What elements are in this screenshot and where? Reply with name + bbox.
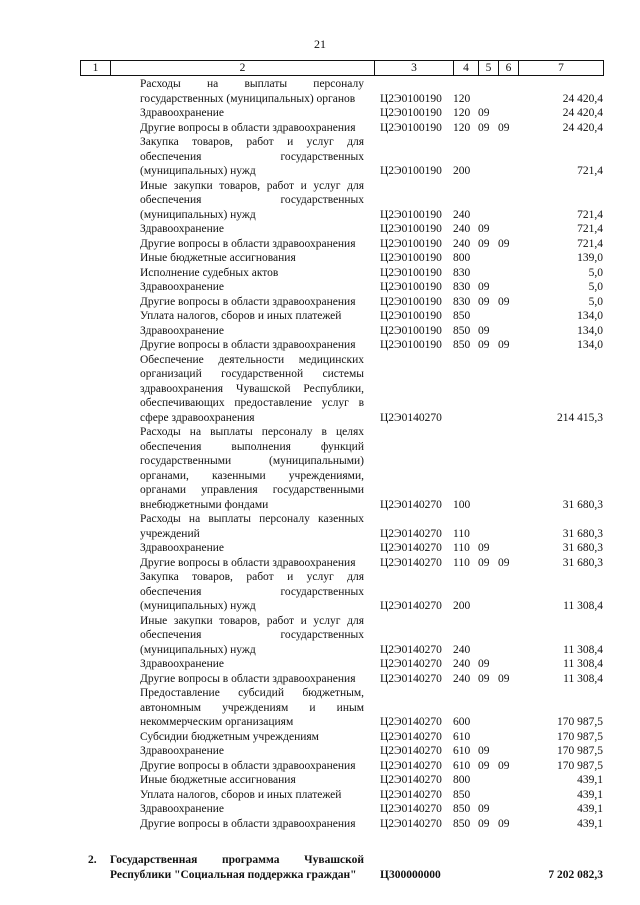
- row-name: Другие вопросы в области здравоохранения: [140, 295, 356, 308]
- row-name: Субсидии бюджетным учреждениям: [140, 730, 319, 743]
- row-col6: 09: [498, 121, 510, 134]
- header-col-4: 4: [454, 61, 479, 76]
- row-name: Здравоохранение: [140, 107, 225, 119]
- row-index-cell: [80, 759, 110, 774]
- row-col6: 09: [498, 556, 510, 569]
- budget-table: [80, 77, 603, 882]
- row-name: Закупка товаров, работ и услуг для обеспечения государственных (муниципальных) нужд: [140, 571, 364, 612]
- row-name: Здравоохранение: [140, 658, 225, 670]
- table-row: [80, 266, 603, 281]
- header-col-5: 5: [479, 61, 499, 76]
- row-col4: 610: [453, 745, 471, 757]
- row-name: Расходы на выплаты персоналу в целях обеспечения выполнения функций государственными (муниципальными) органами, казенными учреждениями, органами управления государственными внебюджетными фондами: [140, 426, 364, 511]
- row-index-cell: [80, 106, 110, 121]
- table-row: [80, 353, 603, 426]
- row-col6: [498, 657, 518, 672]
- row-name: Другие вопросы в области здравоохранения: [140, 237, 356, 250]
- row-code: Ц2Э0100190: [380, 310, 442, 322]
- table-row: [80, 773, 603, 788]
- table-row: [80, 106, 603, 121]
- row-code: Ц2Э0140270: [380, 745, 442, 757]
- row-col6: [498, 222, 518, 237]
- row-index-cell: [80, 77, 110, 106]
- row-amount: 11 308,4: [563, 643, 603, 656]
- row-name: Иные закупки товаров, работ и услуг для обеспечения государственных (муниципальных) нужд: [140, 179, 364, 221]
- row-amount: 170 987,5: [557, 759, 603, 772]
- row-col6: [498, 773, 518, 788]
- row-code: Ц2Э0100190: [380, 208, 442, 221]
- row-code: Ц2Э0100190: [380, 295, 442, 308]
- row-index-cell: [80, 222, 110, 237]
- row-col5: [478, 730, 498, 745]
- table-row: [80, 802, 603, 817]
- row-name: Здравоохранение: [140, 745, 225, 757]
- row-col5: [478, 251, 498, 266]
- row-col5: 09: [478, 556, 490, 569]
- row-col5: [478, 135, 498, 179]
- row-name: Другие вопросы в области здравоохранения: [140, 672, 356, 685]
- row-index-cell: [80, 512, 110, 541]
- row-amount: 5,0: [588, 281, 603, 293]
- row-index-cell: [80, 556, 110, 571]
- row-code: Ц2Э0140270: [380, 788, 442, 801]
- row-name: Другие вопросы в области здравоохранения: [140, 121, 356, 134]
- row-amount: 134,0: [577, 339, 603, 351]
- row-col5: 09: [478, 745, 490, 757]
- row-col6: [498, 251, 518, 266]
- table-row: [80, 730, 603, 745]
- column-header-row: [80, 60, 604, 76]
- table-row: [80, 744, 603, 759]
- row-col4: 600: [453, 716, 471, 728]
- row-col6: [498, 802, 518, 817]
- row-col4: 200: [453, 165, 471, 177]
- row-index-cell: [80, 338, 110, 353]
- row-col6: [498, 324, 518, 339]
- row-code: Ц2Э0100190: [380, 339, 442, 351]
- row-index-cell: [80, 686, 110, 730]
- row-col5: [478, 77, 498, 106]
- row-col6: 09: [498, 237, 510, 250]
- row-col4: 610: [453, 759, 471, 772]
- row-col6: [498, 541, 518, 556]
- table-row: [80, 788, 603, 803]
- row-amount: 11 308,4: [563, 672, 603, 685]
- row-col6: [498, 353, 518, 426]
- row-col4: 830: [453, 281, 471, 293]
- row-col4: 830: [453, 266, 471, 279]
- table-row: [80, 121, 603, 136]
- row-amount: 170 987,5: [557, 745, 603, 757]
- row-col6: [498, 266, 518, 281]
- row-code: Ц2Э0140270: [380, 527, 442, 540]
- row-amount: 721,4: [577, 208, 603, 221]
- row-name: Иные бюджетные ассигнования: [140, 252, 296, 264]
- row-amount: 214 415,3: [557, 411, 603, 424]
- row-name: Уплата налогов, сборов и иных платежей: [140, 788, 342, 801]
- row-amount: 439,1: [577, 803, 603, 815]
- row-amount: 721,4: [577, 237, 603, 250]
- table-row: [80, 324, 603, 339]
- table-row: [80, 512, 603, 541]
- row-code: Ц2Э0140270: [380, 774, 442, 786]
- row-amount: 11 308,4: [563, 658, 603, 670]
- table-row: [80, 280, 603, 295]
- row-col5: [478, 425, 498, 512]
- program-name: Государственная программа Чувашской Республики "Социальная поддержка граждан": [110, 854, 364, 881]
- row-name: Здравоохранение: [140, 324, 225, 337]
- row-name: Другие вопросы в области здравоохранения: [140, 556, 356, 569]
- row-col4: 850: [453, 817, 471, 830]
- row-index-cell: [80, 237, 110, 252]
- row-name: Здравоохранение: [140, 542, 225, 554]
- row-index-cell: [80, 324, 110, 339]
- header-col-6: 6: [499, 61, 519, 76]
- row-col6: [498, 179, 518, 223]
- row-name: Другие вопросы в области здравоохранения: [140, 759, 356, 772]
- row-col4: 100: [453, 498, 471, 511]
- row-col5: 09: [478, 817, 490, 830]
- program-code: Ц300000000: [380, 868, 441, 881]
- row-code: Ц2Э0100190: [380, 266, 442, 279]
- header-col-2: 2: [111, 61, 375, 76]
- row-col4: 110: [453, 556, 470, 569]
- table-row: [80, 570, 603, 614]
- row-col6: [498, 614, 518, 658]
- row-col4: 850: [453, 324, 471, 337]
- row-name: Иные закупки товаров, работ и услуг для обеспечения государственных (муниципальных) нужд: [140, 614, 364, 656]
- table-row: [80, 672, 603, 687]
- row-index-cell: [80, 251, 110, 266]
- row-col4: 240: [453, 672, 471, 685]
- row-col4: 120: [453, 107, 471, 119]
- row-amount: 170 987,5: [557, 716, 603, 728]
- header-col-3: 3: [375, 61, 454, 76]
- row-col5: 09: [478, 121, 490, 134]
- row-amount: 5,0: [588, 266, 603, 279]
- row-code: Ц2Э0100190: [380, 107, 442, 119]
- row-col4: 240: [453, 223, 471, 235]
- row-col6: 09: [498, 339, 510, 351]
- row-name: Другие вопросы в области здравоохранения: [140, 339, 356, 351]
- row-code: Ц2Э0140270: [380, 672, 442, 685]
- table-row: [80, 179, 603, 223]
- table-row: [80, 222, 603, 237]
- row-code: Ц2Э0100190: [380, 121, 442, 134]
- row-amount: 24 420,4: [562, 92, 603, 105]
- program-amount: 7 202 082,3: [548, 868, 603, 881]
- row-col4: 240: [453, 643, 471, 656]
- row-code: Ц2Э0100190: [380, 281, 442, 293]
- row-amount: 24 420,4: [562, 121, 603, 134]
- row-code: Ц2Э0100190: [380, 324, 442, 337]
- row-index-cell: [80, 541, 110, 556]
- row-index-cell: [80, 309, 110, 324]
- row-col6: [498, 730, 518, 745]
- row-col5: 09: [478, 339, 490, 351]
- row-code: Ц2Э0100190: [380, 92, 442, 105]
- row-index-cell: [80, 295, 110, 310]
- row-col4: 800: [453, 252, 471, 264]
- table-row: [80, 251, 603, 266]
- row-amount: 31 680,3: [562, 556, 603, 569]
- row-col5: 09: [478, 542, 490, 554]
- table-row: [80, 541, 603, 556]
- row-col4: 110: [453, 542, 470, 554]
- row-col6: [498, 106, 518, 121]
- row-code: Ц2Э0140270: [380, 556, 442, 569]
- row-col4: 110: [453, 527, 470, 540]
- row-col5: 09: [478, 672, 490, 685]
- row-index-cell: [80, 280, 110, 295]
- row-col4: 240: [453, 237, 471, 250]
- header-col-7: 7: [519, 61, 604, 76]
- table-row: [80, 817, 603, 832]
- row-amount: 31 680,3: [562, 498, 603, 511]
- row-col5: [478, 512, 498, 541]
- row-col5: 09: [478, 281, 490, 293]
- row-amount: 31 680,3: [562, 542, 603, 554]
- row-amount: 721,4: [577, 223, 603, 235]
- row-amount: 439,1: [577, 817, 603, 830]
- row-amount: 170 987,5: [557, 730, 603, 743]
- row-col5: [478, 773, 498, 788]
- table-row: [80, 556, 603, 571]
- row-col5: [478, 614, 498, 658]
- row-index-cell: [80, 179, 110, 223]
- row-name: Обеспечение деятельности медицинских организаций государственной системы здравоохранения Чувашской Республики, обеспечивающих предоставление услуг в сфере здравоохранения: [140, 353, 364, 424]
- row-code: Ц2Э0140270: [380, 411, 442, 424]
- table-row: [80, 135, 603, 179]
- row-col5: 09: [478, 324, 490, 337]
- program-index: 2.: [88, 854, 97, 866]
- row-amount: 11 308,4: [563, 600, 603, 612]
- program-row: [80, 853, 603, 882]
- row-index-cell: [80, 266, 110, 281]
- row-col4: 830: [453, 295, 471, 308]
- table-row: [80, 686, 603, 730]
- row-code: Ц2Э0100190: [380, 237, 442, 250]
- table-row: [80, 237, 603, 252]
- row-amount: 439,1: [577, 774, 603, 786]
- row-name: Исполнение судебных актов: [140, 266, 279, 279]
- row-index-cell: [80, 672, 110, 687]
- table-row: [80, 657, 603, 672]
- table-row: [80, 338, 603, 353]
- row-code: Ц2Э0140270: [380, 716, 442, 728]
- table-row: [80, 614, 603, 658]
- row-code: Ц2Э0140270: [380, 600, 442, 612]
- row-col5: 09: [478, 223, 490, 235]
- table-row: [80, 309, 603, 324]
- row-name: Предоставление субсидий бюджетным, автономным учреждениям и иным некоммерческим организациям: [140, 687, 364, 728]
- row-col5: 09: [478, 759, 490, 772]
- row-col6: [498, 425, 518, 512]
- row-index-cell: [80, 425, 110, 512]
- row-amount: 31 680,3: [562, 527, 603, 540]
- row-code: Ц2Э0140270: [380, 658, 442, 670]
- row-code: Ц2Э0140270: [380, 730, 442, 743]
- row-index-cell: [80, 614, 110, 658]
- row-code: Ц2Э0140270: [380, 542, 442, 554]
- row-col6: [498, 77, 518, 106]
- row-col4: 850: [453, 310, 471, 322]
- row-col6: [498, 309, 518, 324]
- row-col4: 120: [453, 121, 471, 134]
- row-name: Расходы на выплаты персоналу казенных учреждений: [140, 513, 364, 540]
- row-col6: [498, 788, 518, 803]
- row-code: Ц2Э0140270: [380, 803, 442, 815]
- row-name: Здравоохранение: [140, 223, 225, 235]
- row-index-cell: [80, 657, 110, 672]
- row-code: Ц2Э0100190: [380, 252, 442, 264]
- row-name: Здравоохранение: [140, 803, 225, 815]
- row-col5: [478, 788, 498, 803]
- row-col5: [478, 353, 498, 426]
- row-col6: [498, 280, 518, 295]
- row-col6: [498, 512, 518, 541]
- row-col5: [478, 686, 498, 730]
- row-index-cell: [80, 817, 110, 832]
- row-code: Ц2Э0100190: [380, 223, 442, 235]
- row-amount: 134,0: [577, 310, 603, 322]
- row-col4: 850: [453, 339, 471, 351]
- row-index-cell: [80, 353, 110, 426]
- header-col-1: 1: [81, 61, 111, 76]
- row-code: Ц2Э0140270: [380, 759, 442, 772]
- row-amount: 24 420,4: [562, 107, 603, 119]
- page-number: 21: [314, 37, 326, 51]
- row-index-cell: [80, 121, 110, 136]
- row-index-cell: [80, 773, 110, 788]
- table-row: [80, 77, 603, 106]
- table-row: [80, 759, 603, 774]
- row-name: Закупка товаров, работ и услуг для обеспечения государственных (муниципальных) нужд: [140, 136, 364, 177]
- row-col6: [498, 570, 518, 614]
- row-col6: [498, 135, 518, 179]
- row-index-cell: [80, 788, 110, 803]
- row-index-cell: [80, 730, 110, 745]
- row-code: Ц2Э0100190: [380, 165, 442, 177]
- row-name: Уплата налогов, сборов и иных платежей: [140, 310, 342, 322]
- row-amount: 139,0: [577, 252, 603, 264]
- table-row: [80, 425, 603, 512]
- row-col5: [478, 570, 498, 614]
- row-name: Здравоохранение: [140, 281, 225, 293]
- row-col5: 09: [478, 658, 490, 670]
- row-col5: [478, 266, 498, 281]
- row-name: Иные бюджетные ассигнования: [140, 774, 296, 786]
- row-col4: 120: [453, 92, 471, 105]
- row-index-cell: [80, 802, 110, 817]
- row-name: Расходы на выплаты персоналу государственных (муниципальных) органов: [140, 78, 364, 105]
- row-name: Другие вопросы в области здравоохранения: [140, 817, 356, 830]
- row-index-cell: [80, 135, 110, 179]
- row-col5: [478, 179, 498, 223]
- row-col6: 09: [498, 672, 510, 685]
- row-col4: 240: [453, 658, 471, 670]
- row-amount: 134,0: [577, 324, 603, 337]
- row-code: Ц2Э0140270: [380, 498, 442, 511]
- row-col4: 850: [453, 803, 471, 815]
- row-col4: [453, 353, 478, 426]
- row-col6: [498, 744, 518, 759]
- row-code: Ц2Э0140270: [380, 817, 442, 830]
- row-amount: 721,4: [577, 165, 603, 177]
- row-col6: 09: [498, 295, 510, 308]
- row-col4: 200: [453, 600, 471, 612]
- row-amount: 439,1: [577, 788, 603, 801]
- row-code: Ц2Э0140270: [380, 643, 442, 656]
- row-col5: 09: [478, 803, 490, 815]
- row-col5: 09: [478, 295, 490, 308]
- row-col5: 09: [478, 107, 490, 119]
- row-col6: [498, 686, 518, 730]
- row-col4: 240: [453, 208, 471, 221]
- row-col4: 800: [453, 774, 471, 786]
- row-col5: 09: [478, 237, 490, 250]
- row-col6: 09: [498, 817, 510, 830]
- row-col6: 09: [498, 759, 510, 772]
- row-index-cell: [80, 570, 110, 614]
- row-col5: [478, 309, 498, 324]
- row-col4: 850: [453, 788, 471, 801]
- row-amount: 5,0: [588, 295, 603, 308]
- table-row: [80, 295, 603, 310]
- row-index-cell: [80, 744, 110, 759]
- row-col4: 610: [453, 730, 471, 743]
